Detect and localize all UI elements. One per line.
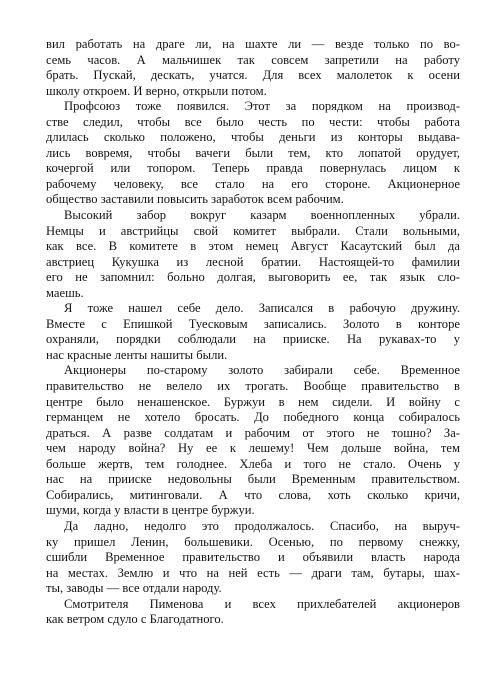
paragraph-7 [46,597,460,628]
text-line: больше жертв, тем голоднее. Хлеба и того не стало. Очень у [46,456,460,471]
text-line: как все. В комитете в этом немец Август Касаутский был да [46,239,460,254]
paragraph-4 [46,301,460,363]
text-line: Я тоже нашел себе дело. Записался в рабочую дружину. [64,301,460,316]
text-line: правительство не велело их трогать. Вообще правительство в [46,379,460,394]
paragraph-2 [46,99,460,208]
text-line: Вместе с Епишкой Туесковым записались. Золото в конторе [46,316,460,331]
text-line: вил работать на драге ли, на шахте ли — везде только по во- [46,37,460,51]
text-line: драться. А разве солдатам и рабочим от этого не тошно? За- [46,425,460,440]
text-line: нас на прииске недовольны были Временным правительством. [46,472,460,487]
text-line: охраняли, порядки соблюдали на прииске. На рукавах-то у [46,332,460,347]
book-page-text [46,37,460,628]
text-line: центре было ненашенское. Буржуи в нем сидели. И войну с [46,394,460,409]
text-line: лись вовремя, чтобы вачеги были тем, кто лопатой орудует, [46,145,460,160]
text-line: маешь. [46,285,84,300]
paragraph-6 [46,519,460,597]
text-line: Акционеры по-старому золото забирали себе. Временное [64,363,460,378]
paragraph-1 [46,37,460,99]
text-line: нас красные ленты нашиты были. [46,347,228,362]
text-line: германцем не хотело бросать. До победного конца собиралось [46,410,460,425]
text-line: сшибли Временное правительство и объявили власть народа [46,550,460,565]
paragraph-5 [46,363,460,518]
text-line: Собирались, митинговали. А что слова, хоть сколько кричи, [46,487,460,502]
text-line: на местах. Землю и что на ней есть — драги там, бутары, шах- [46,565,460,580]
text-line: Смотрителя Пименова и всех прихлебателей акционеров [64,596,460,611]
text-line: чем народу война? Ну ее к лешему! Чем дольше война, тем [46,441,460,456]
text-line: общество заставили повысить заработок всем рабочим. [46,192,344,207]
text-line: Профсоюз тоже появился. Этот за порядком на производ- [64,99,460,114]
text-line: австриец Кукушка из лесной братии. Настоящей-то фамилии [46,254,460,269]
text-line: шуми, когда у власти в центре буржуи. [46,503,255,518]
text-line: как ветром сдуло с Благодатного. [46,612,224,627]
text-line: Высокий забор вокруг казарм военнопленных убрали. [64,208,460,223]
text-line: брать. Пускай, дескать, учатся. Для всех малолеток к осени [46,68,460,83]
paragraph-3 [46,208,460,301]
text-line: рабочему человеку, все стало на его стороне. Акционерное [46,176,460,191]
text-line: ты, заводы — все отдали народу. [46,581,222,596]
text-line: стве следил, чтобы все было честь по чести: чтобы работа [46,114,460,129]
text-line: ку пришел Ленин, большевики. Осенью, по первому снежку, [46,534,460,549]
text-line: длилась сколько положено, чтобы деньги из конторы выдава- [46,130,460,145]
text-line: школу откроем. И верно, открыли потом. [46,83,267,98]
text-line: семь часов. А мальчишек так совсем запретили на работу [46,52,460,67]
text-line: его не запомнил: больно долгая, выговорить ее, так язык сло- [46,270,460,285]
text-line: Немцы и австрийцы свой комитет выбрали. Стали вольными, [46,223,460,238]
text-line: Да ладно, недолго это продолжалось. Спасибо, на выруч- [64,518,460,533]
text-line: кочергой или топором. Теперь правда повернулась лицом к [46,161,460,176]
